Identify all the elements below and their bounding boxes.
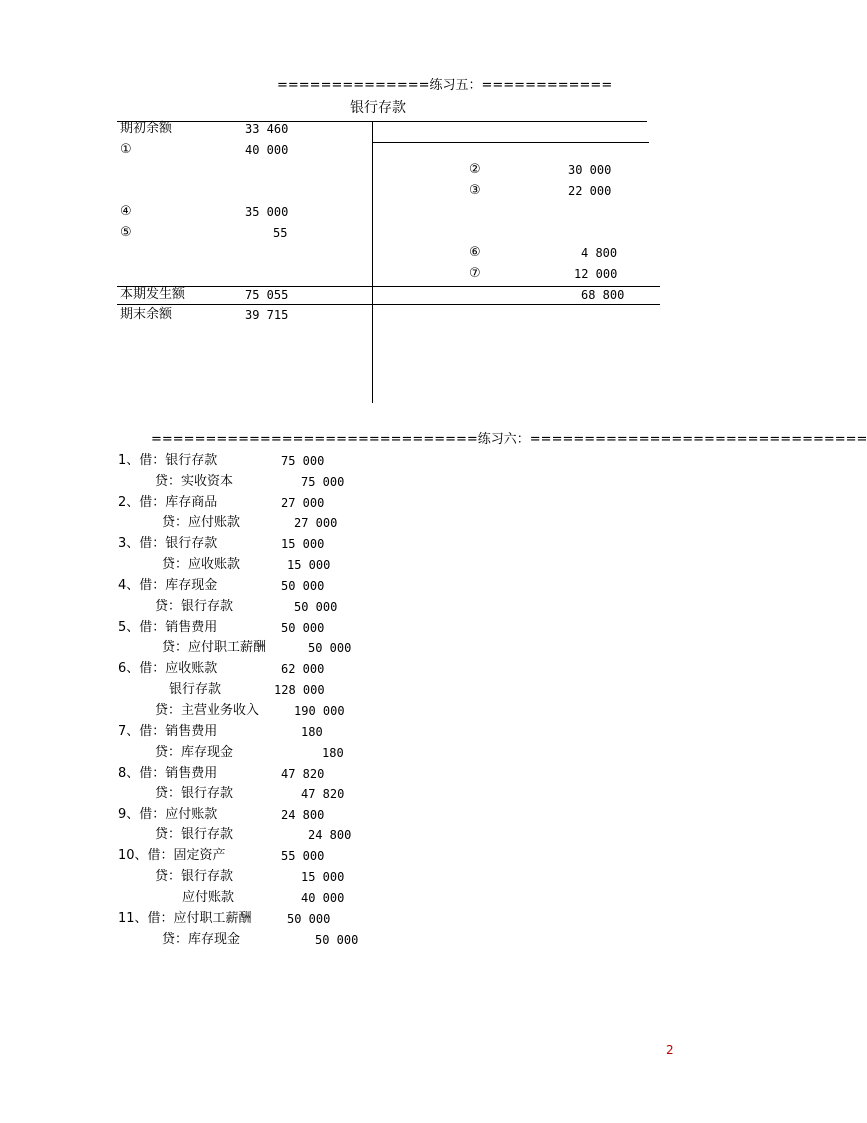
debit-amount: 35 000 [245,205,289,219]
closing-balance-label: 期末余额 [120,307,173,322]
journal-line-label: 10、借：固定资产 [118,848,226,863]
account-title: 银行存款 [350,100,406,116]
journal-line-label: 贷：应付职工薪酬 [162,640,267,655]
journal-line-label: 9、借：应付账款 [118,807,218,822]
t-account-divider [372,121,373,403]
page-number: 2 [666,1043,674,1057]
debit-mark: ④ [120,204,132,219]
journal-line-label: 贷：库存现金 [155,745,234,760]
journal-line-label: 3、借：银行存款 [118,536,218,551]
period-bottom-rule [117,304,660,305]
journal-line-amount: 40 000 [301,891,345,905]
journal-line-label: 8、借：销售费用 [118,766,218,781]
journal-line-amount: 47 820 [281,767,325,781]
credit-mark: ③ [469,183,481,198]
journal-line-label: 贷：主营业务收入 [155,703,260,718]
journal-line-label: 7、借：销售费用 [118,724,218,739]
exercise-5-header: ==============练习五：============ [277,78,613,93]
credit-mark: ⑥ [469,245,481,260]
journal-line-amount: 50 000 [315,933,359,947]
journal-line-amount: 47 820 [301,787,345,801]
journal-line-amount: 75 000 [281,454,325,468]
credit-amount: 22 000 [568,184,612,198]
credit-amount: 30 000 [568,163,612,177]
debit-mark: ⑤ [120,225,132,240]
period-credit-total: 68 800 [581,288,625,302]
journal-line-amount: 180 [322,746,344,760]
closing-balance-amount: 39 715 [245,308,289,322]
journal-line-label: 11、借：应付职工薪酬 [118,911,252,926]
journal-line-label: 6、借：应收账款 [118,661,218,676]
journal-line-label: 2、借：库存商品 [118,495,218,510]
journal-line-label: 贷：银行存款 [155,786,234,801]
exercise-6-header: ==============================练习六：=============================== [151,432,867,447]
t-account-top-rule [117,121,647,122]
journal-line-amount: 55 000 [281,849,325,863]
debit-amount: 40 000 [245,143,289,157]
journal-line-amount: 180 [301,725,323,739]
journal-line-amount: 50 000 [294,600,338,614]
journal-line-amount: 15 000 [287,558,331,572]
journal-line-amount: 50 000 [287,912,331,926]
journal-line-amount: 24 800 [281,808,325,822]
credit-mark: ⑦ [469,266,481,281]
journal-line-label: 1、借：银行存款 [118,453,218,468]
t-account-credit-rule [373,142,649,143]
journal-line-label: 贷：实收资本 [155,474,234,489]
period-top-rule [117,286,660,287]
period-debit-total: 75 055 [245,288,289,302]
journal-line-amount: 27 000 [281,496,325,510]
journal-line-amount: 75 000 [301,475,345,489]
journal-line-amount: 128 000 [274,683,325,697]
journal-line-label: 贷：应收账款 [162,557,241,572]
journal-line-amount: 24 800 [308,828,352,842]
debit-amount: 55 [273,226,288,240]
journal-line-label: 贷：银行存款 [155,869,234,884]
journal-line-amount: 50 000 [308,641,352,655]
journal-line-label: 5、借：销售费用 [118,620,218,635]
opening-balance-amount: 33 460 [245,122,289,136]
journal-line-amount: 50 000 [281,579,325,593]
credit-amount: 12 000 [574,267,618,281]
journal-line-label: 贷：银行存款 [155,827,234,842]
journal-line-amount: 50 000 [281,621,325,635]
journal-line-label: 贷：库存现金 [162,932,241,947]
journal-line-amount: 27 000 [294,516,338,530]
journal-line-amount: 15 000 [301,870,345,884]
credit-mark: ② [469,162,481,177]
journal-line-label: 4、借：库存现金 [118,578,218,593]
credit-amount: 4 800 [581,246,618,260]
period-total-label: 本期发生额 [120,287,186,302]
journal-line-label: 贷：应付账款 [162,515,241,530]
opening-balance-label: 期初余额 [120,121,173,136]
journal-line-label: 应付账款 [182,890,235,905]
debit-mark: ① [120,142,132,157]
journal-line-label: 贷：银行存款 [155,599,234,614]
journal-line-amount: 62 000 [281,662,325,676]
journal-line-amount: 190 000 [294,704,345,718]
journal-line-label: 银行存款 [169,682,222,697]
journal-line-amount: 15 000 [281,537,325,551]
